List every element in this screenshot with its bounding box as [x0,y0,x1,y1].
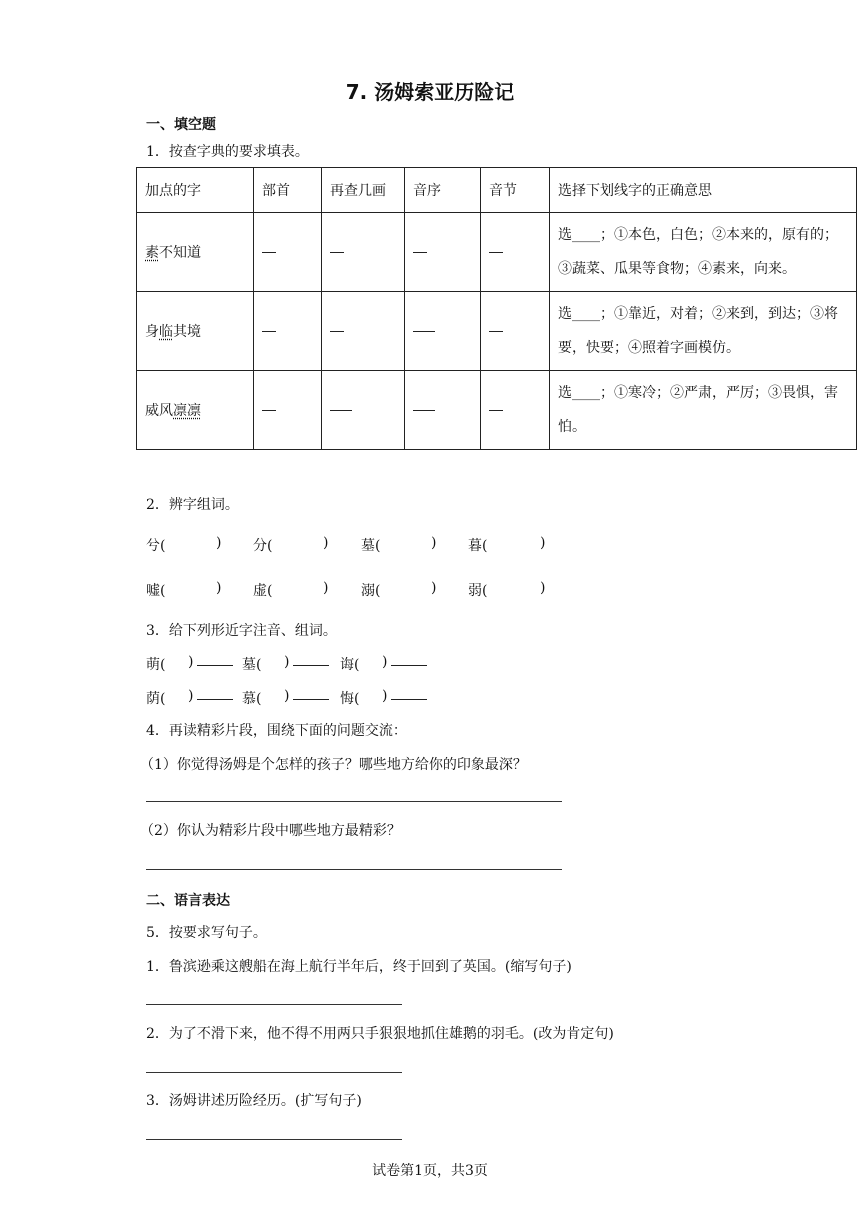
char-item: 虚( [253,583,273,599]
meaning-options: 选____；①靠近，对着；②来到，到达；③将要，快要；④照着字画模仿。 [550,292,857,371]
section-language: 二、语言表达 [146,893,230,909]
dotted-char: 凛凛 [173,403,201,419]
answer-blank[interactable] [405,213,481,292]
char-item: 悔( [340,691,360,707]
question-5-item: 1．鲁滨逊乘这艘船在海上航行半年后，终于回到了英国。(缩写句子) [146,959,572,975]
header-cell: 选择下划线字的正确意思 [550,168,857,213]
char-item-close[interactable]: ) [431,535,437,551]
word-post: 其境 [173,324,201,340]
question-1: 1．按查字典的要求填表。 [146,144,309,160]
char-item-close[interactable]: ) [188,688,233,704]
char-item-close[interactable]: ) [382,654,427,670]
answer-line[interactable] [146,869,562,870]
char-item: 墓( [361,538,381,554]
char-item-close[interactable]: ) [188,654,233,670]
word-cell [137,213,254,292]
answer-blank[interactable] [254,292,322,371]
header-cell: 加点的字 [137,168,254,213]
header-cell: 音序 [405,168,481,213]
answer-blank[interactable] [322,371,405,450]
question-2: 2．辨字组词。 [146,497,239,513]
char-item-close[interactable]: ) [540,580,546,596]
word-cell [137,292,254,371]
word-pre: 威风 [145,403,173,419]
dictionary-table [136,167,857,450]
answer-blank[interactable] [405,292,481,371]
question-4: 4．再读精彩片段，围绕下面的问题交流： [146,723,407,739]
question-4-sub2: （2）你认为精彩片段中哪些地方最精彩？ [140,823,401,839]
meaning-options: 选____；①本色，白色；②本来的，原有的；③蔬菜、瓜果等食物；④素来，向来。 [550,213,857,292]
answer-line[interactable] [146,1004,402,1005]
word-post: 不知道 [159,245,201,261]
answer-blank[interactable] [322,213,405,292]
meaning-options: 选____；①寒冷；②严肃，严厉；③畏惧，害怕。 [550,371,857,450]
question-4-sub1: （1）你觉得汤姆是个怎样的孩子？哪些地方给你的印象最深？ [140,757,527,773]
char-item-close[interactable]: ) [540,535,546,551]
question-3: 3．给下列形近字注音、组词。 [146,623,337,639]
table-row [137,292,857,371]
header-cell: 音节 [481,168,550,213]
answer-blank[interactable] [481,292,550,371]
char-item: 嘘( [146,583,166,599]
char-item: 墓( [242,657,262,673]
char-item: 荫( [146,691,166,707]
table-row [137,213,857,292]
char-item: 诲( [340,657,360,673]
section-fill-blank: 一、填空题 [146,117,216,133]
answer-line[interactable] [146,801,562,802]
char-item-close[interactable]: ) [284,654,329,670]
char-item-close[interactable]: ) [382,688,427,704]
char-item: 弱( [468,583,488,599]
char-item-close[interactable]: ) [216,535,222,551]
dotted-char: 临 [159,324,173,340]
page-footer: 试卷第1页，共3页 [372,1163,488,1179]
char-item: 兮( [146,538,166,554]
char-item: 溺( [361,583,381,599]
question-5: 5．按要求写句子。 [146,925,267,941]
table-header-row [137,168,857,213]
word-pre: 身 [145,324,159,340]
answer-blank[interactable] [481,213,550,292]
char-item: 萌( [146,657,166,673]
answer-blank[interactable] [405,371,481,450]
answer-blank[interactable] [322,292,405,371]
answer-line[interactable] [146,1139,402,1140]
answer-blank[interactable] [481,371,550,450]
answer-line[interactable] [146,1072,402,1073]
char-item-close[interactable]: ) [323,535,329,551]
answer-blank[interactable] [254,213,322,292]
char-item-close[interactable]: ) [284,688,329,704]
answer-blank[interactable] [254,371,322,450]
header-cell: 部首 [254,168,322,213]
word-cell [137,371,254,450]
char-item-close[interactable]: ) [216,580,222,596]
char-item: 慕( [242,691,262,707]
char-item: 分( [253,538,273,554]
question-5-item: 2．为了不滑下来，他不得不用两只手狠狠地抓住雄鹅的羽毛。(改为肯定句) [146,1026,614,1042]
char-item-close[interactable]: ) [431,580,437,596]
char-item: 暮( [468,538,488,554]
dotted-char: 素 [145,245,159,261]
char-item-close[interactable]: ) [323,580,329,596]
question-5-item: 3．汤姆讲述历险经历。(扩写句子) [146,1093,362,1109]
table-row [137,371,857,450]
page-title: 7. 汤姆索亚历险记 [345,80,515,104]
header-cell: 再查几画 [322,168,405,213]
